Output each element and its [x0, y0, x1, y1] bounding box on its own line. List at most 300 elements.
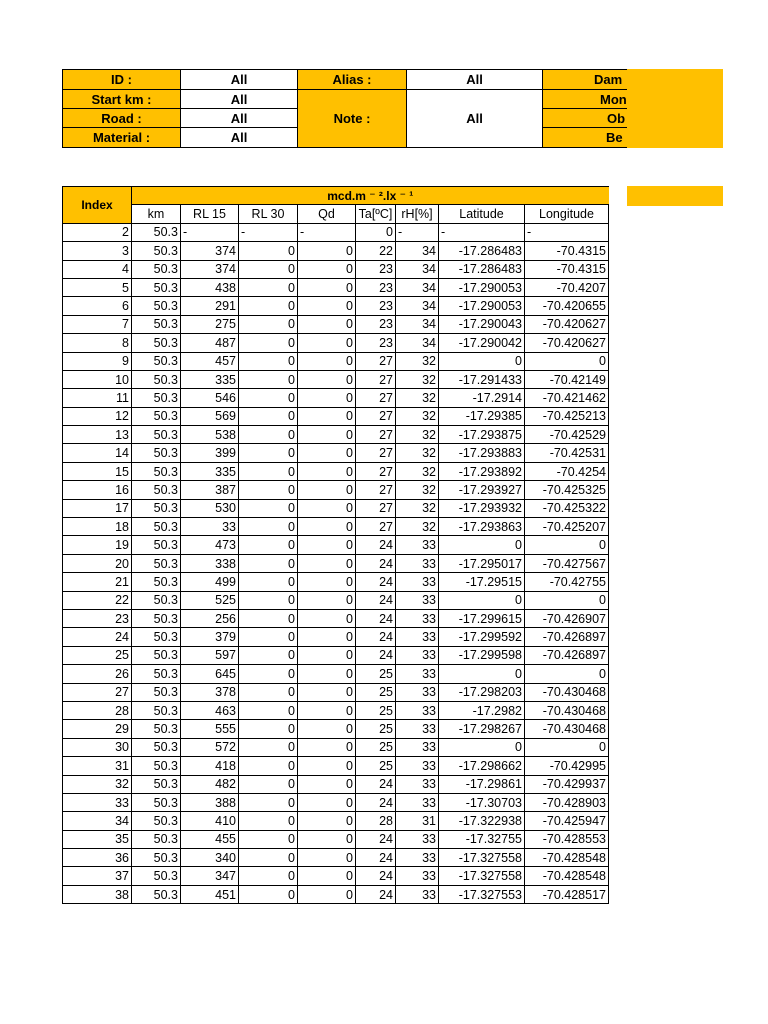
- table-row: [63, 499, 609, 517]
- table-cell: 50.3: [132, 481, 181, 499]
- table-cell: 0: [239, 370, 298, 388]
- table-cell: -70.430468: [525, 720, 609, 738]
- table-cell: 25: [356, 757, 396, 775]
- table-cell: 25: [356, 665, 396, 683]
- table-row: [63, 830, 609, 848]
- table-cell: -70.425213: [525, 407, 609, 425]
- table-cell: -70.429937: [525, 775, 609, 793]
- table-cell: -70.421462: [525, 389, 609, 407]
- table-row: [63, 812, 609, 830]
- table-cell: 28: [356, 812, 396, 830]
- table-cell: -17.29861: [439, 775, 525, 793]
- note-value[interactable]: All: [406, 89, 543, 148]
- table-cell: 0: [239, 775, 298, 793]
- table-cell: 32: [396, 407, 439, 425]
- table-cell: 275: [181, 315, 239, 333]
- table-cell: 0: [298, 242, 356, 260]
- table-row: [63, 609, 609, 627]
- table-cell: 25: [356, 738, 396, 756]
- table-row: [63, 775, 609, 793]
- table-cell: 0: [298, 849, 356, 867]
- table-cell: -70.425325: [525, 481, 609, 499]
- index-cell: 7: [63, 315, 132, 333]
- table-cell: 0: [298, 536, 356, 554]
- table-row: [63, 536, 609, 554]
- table-cell: 50.3: [132, 260, 181, 278]
- table-cell: -17.295017: [439, 554, 525, 572]
- be-label: [542, 127, 628, 148]
- table-cell: 24: [356, 793, 396, 811]
- unit-group-header: mcd.m ⁻ ².lx ⁻ ¹: [132, 187, 609, 205]
- table-cell: 0: [239, 701, 298, 719]
- table-cell: 0: [239, 297, 298, 315]
- table-cell: 24: [356, 775, 396, 793]
- table-cell: 0: [239, 278, 298, 296]
- table-cell: -17.30703: [439, 793, 525, 811]
- table-row: [63, 665, 609, 683]
- table-cell: 50.3: [132, 518, 181, 536]
- table-cell: 538: [181, 426, 239, 444]
- table-cell: 50.3: [132, 609, 181, 627]
- table-cell: 24: [356, 609, 396, 627]
- table-cell: 569: [181, 407, 239, 425]
- table-cell: 50.3: [132, 536, 181, 554]
- table-cell: 24: [356, 830, 396, 848]
- table-cell: 338: [181, 554, 239, 572]
- index-cell: 34: [63, 812, 132, 830]
- table-cell: 0: [298, 499, 356, 517]
- table-cell: 24: [356, 573, 396, 591]
- table-cell: 0: [298, 812, 356, 830]
- table-row: [63, 683, 609, 701]
- table-cell: 50.3: [132, 628, 181, 646]
- table-cell: -70.430468: [525, 701, 609, 719]
- table-cell: 388: [181, 793, 239, 811]
- table-cell: 50.3: [132, 757, 181, 775]
- table-cell: 25: [356, 683, 396, 701]
- dam-label: [542, 69, 628, 90]
- table-cell: 0: [239, 793, 298, 811]
- table-cell: 33: [396, 536, 439, 554]
- table-cell: -70.428553: [525, 830, 609, 848]
- column-header[interactable]: RL 15: [181, 205, 239, 223]
- index-cell: 10: [63, 370, 132, 388]
- dam-label-text: Dam: [594, 72, 623, 87]
- table-cell: 0: [298, 389, 356, 407]
- index-cell: 18: [63, 518, 132, 536]
- table-cell: 291: [181, 297, 239, 315]
- table-cell: 0: [298, 315, 356, 333]
- table-cell: 27: [356, 481, 396, 499]
- table-row: [63, 646, 609, 664]
- table-cell: -: [439, 223, 525, 241]
- index-cell: 3: [63, 242, 132, 260]
- table-cell: 499: [181, 573, 239, 591]
- table-cell: -17.299615: [439, 609, 525, 627]
- table-cell: 0: [298, 646, 356, 664]
- table-cell: 0: [239, 849, 298, 867]
- table-cell: -17.327553: [439, 885, 525, 903]
- table-cell: 0: [439, 591, 525, 609]
- table-cell: 0: [239, 444, 298, 462]
- table-cell: 340: [181, 849, 239, 867]
- alias-value[interactable]: All: [406, 69, 543, 90]
- index-cell: 29: [63, 720, 132, 738]
- table-cell: -17.290042: [439, 334, 525, 352]
- table-cell: 50.3: [132, 297, 181, 315]
- table-cell: -: [525, 223, 609, 241]
- table-row: [63, 720, 609, 738]
- table-cell: 24: [356, 849, 396, 867]
- table-cell: 50.3: [132, 370, 181, 388]
- table-cell: 457: [181, 352, 239, 370]
- table-cell: -: [298, 223, 356, 241]
- table-cell: 0: [239, 885, 298, 903]
- table-cell: 23: [356, 260, 396, 278]
- table-cell: 0: [298, 775, 356, 793]
- table-cell: 27: [356, 352, 396, 370]
- table-cell: 32: [396, 389, 439, 407]
- index-cell: 20: [63, 554, 132, 572]
- table-cell: 27: [356, 518, 396, 536]
- table-cell: 34: [396, 260, 439, 278]
- table-cell: 0: [298, 738, 356, 756]
- table-cell: 0: [239, 646, 298, 664]
- table-cell: 33: [396, 720, 439, 738]
- column-header[interactable]: km: [132, 205, 181, 223]
- table-cell: -17.2914: [439, 389, 525, 407]
- table-cell: -17.299598: [439, 646, 525, 664]
- table-cell: 335: [181, 462, 239, 480]
- table-cell: 27: [356, 462, 396, 480]
- table-cell: 24: [356, 628, 396, 646]
- table-cell: 0: [239, 683, 298, 701]
- table-cell: 410: [181, 812, 239, 830]
- table-cell: -70.425322: [525, 499, 609, 517]
- road-value[interactable]: All: [180, 108, 298, 128]
- table-cell: 335: [181, 370, 239, 388]
- table-cell: -17.290043: [439, 315, 525, 333]
- table-cell: 451: [181, 885, 239, 903]
- index-cell: 23: [63, 609, 132, 627]
- table-cell: 0: [239, 591, 298, 609]
- table-cell: 0: [439, 352, 525, 370]
- table-cell: -: [239, 223, 298, 241]
- table-cell: 50.3: [132, 830, 181, 848]
- table-cell: 23: [356, 278, 396, 296]
- table-cell: 33: [396, 628, 439, 646]
- table-cell: 50.3: [132, 407, 181, 425]
- table-cell: 27: [356, 389, 396, 407]
- table-cell: 24: [356, 536, 396, 554]
- table-cell: 34: [396, 278, 439, 296]
- table-cell: 0: [298, 481, 356, 499]
- index-header: Index: [63, 187, 132, 224]
- table-cell: 0: [298, 573, 356, 591]
- ob-label-text: Ob: [607, 110, 626, 126]
- table-cell: 473: [181, 536, 239, 554]
- table-cell: -17.291433: [439, 370, 525, 388]
- table-cell: 0: [298, 830, 356, 848]
- table-cell: 33: [396, 757, 439, 775]
- index-cell: 31: [63, 757, 132, 775]
- table-cell: -70.42531: [525, 444, 609, 462]
- index-cell: 22: [63, 591, 132, 609]
- ob-label: [542, 108, 628, 128]
- table-cell: 0: [239, 738, 298, 756]
- table-cell: 0: [298, 665, 356, 683]
- table-cell: 0: [525, 352, 609, 370]
- table-cell: 23: [356, 334, 396, 352]
- column-header[interactable]: Latitude: [439, 205, 525, 223]
- table-cell: 0: [525, 665, 609, 683]
- table-cell: -17.293927: [439, 481, 525, 499]
- table-cell: -17.32755: [439, 830, 525, 848]
- table-cell: -70.426897: [525, 628, 609, 646]
- table-cell: 24: [356, 885, 396, 903]
- table-cell: 33: [396, 849, 439, 867]
- index-cell: 36: [63, 849, 132, 867]
- table-cell: 379: [181, 628, 239, 646]
- id-value[interactable]: All: [180, 69, 298, 90]
- table-cell: -17.293932: [439, 499, 525, 517]
- group-header-extension: [627, 186, 723, 206]
- table-cell: 0: [298, 518, 356, 536]
- table-cell: 0: [525, 591, 609, 609]
- table-row: [63, 315, 609, 333]
- table-cell: 50.3: [132, 683, 181, 701]
- start-km-value[interactable]: All: [180, 89, 298, 109]
- id-label: ID :: [62, 69, 181, 90]
- table-cell: 33: [396, 591, 439, 609]
- table-cell: 0: [239, 352, 298, 370]
- table-cell: 463: [181, 701, 239, 719]
- table-cell: 0: [298, 757, 356, 775]
- table-cell: 0: [298, 334, 356, 352]
- table-cell: 50.3: [132, 812, 181, 830]
- column-header[interactable]: Qd: [298, 205, 356, 223]
- index-cell: 15: [63, 462, 132, 480]
- table-cell: 33: [396, 830, 439, 848]
- table-cell: -17.29515: [439, 573, 525, 591]
- data-table: [62, 186, 609, 904]
- table-cell: 50.3: [132, 646, 181, 664]
- table-cell: 645: [181, 665, 239, 683]
- table-cell: 374: [181, 260, 239, 278]
- index-cell: 8: [63, 334, 132, 352]
- table-cell: -17.290053: [439, 278, 525, 296]
- table-row: [63, 389, 609, 407]
- table-cell: 0: [298, 278, 356, 296]
- table-cell: 22: [356, 242, 396, 260]
- table-cell: 455: [181, 830, 239, 848]
- table-cell: 0: [239, 481, 298, 499]
- table-cell: 33: [396, 609, 439, 627]
- table-cell: -70.42995: [525, 757, 609, 775]
- table-cell: 34: [396, 297, 439, 315]
- table-cell: 0: [298, 609, 356, 627]
- table-cell: 597: [181, 646, 239, 664]
- table-cell: 50.3: [132, 849, 181, 867]
- table-cell: 32: [396, 352, 439, 370]
- table-cell: 0: [239, 554, 298, 572]
- table-cell: 0: [298, 867, 356, 885]
- table-row: [63, 278, 609, 296]
- table-cell: -70.430468: [525, 683, 609, 701]
- table-cell: 525: [181, 591, 239, 609]
- table-cell: 0: [239, 260, 298, 278]
- table-row: [63, 573, 609, 591]
- table-cell: 572: [181, 738, 239, 756]
- table-cell: -70.420627: [525, 334, 609, 352]
- table-cell: 33: [396, 554, 439, 572]
- table-cell: -17.327558: [439, 849, 525, 867]
- column-header[interactable]: Ta[ºC]: [356, 205, 396, 223]
- table-cell: 530: [181, 499, 239, 517]
- table-cell: 0: [439, 665, 525, 683]
- table-cell: 50.3: [132, 665, 181, 683]
- table-cell: 50.3: [132, 352, 181, 370]
- table-cell: 555: [181, 720, 239, 738]
- table-cell: -17.322938: [439, 812, 525, 830]
- index-cell: 16: [63, 481, 132, 499]
- table-cell: 0: [298, 462, 356, 480]
- table-cell: 50.3: [132, 720, 181, 738]
- table-cell: 0: [239, 573, 298, 591]
- table-cell: -17.299592: [439, 628, 525, 646]
- table-cell: 27: [356, 426, 396, 444]
- table-cell: 387: [181, 481, 239, 499]
- table-cell: 0: [525, 536, 609, 554]
- table-cell: 50.3: [132, 278, 181, 296]
- table-cell: -70.4254: [525, 462, 609, 480]
- table-row: [63, 867, 609, 885]
- table-cell: 50.3: [132, 426, 181, 444]
- table-cell: 50.3: [132, 573, 181, 591]
- table-cell: -17.2982: [439, 701, 525, 719]
- table-cell: -17.29385: [439, 407, 525, 425]
- table-cell: 25: [356, 701, 396, 719]
- table-cell: 0: [439, 536, 525, 554]
- header-yellow-extension: [627, 69, 723, 148]
- column-header[interactable]: rH[%]: [396, 205, 439, 223]
- table-row: [63, 223, 609, 241]
- table-cell: 50.3: [132, 315, 181, 333]
- table-cell: -70.428903: [525, 793, 609, 811]
- column-header[interactable]: Longitude: [525, 205, 609, 223]
- column-header[interactable]: RL 30: [239, 205, 298, 223]
- note-label: Note :: [297, 89, 407, 148]
- table-row: [63, 591, 609, 609]
- material-label: Material :: [62, 127, 181, 148]
- table-cell: 33: [396, 701, 439, 719]
- table-cell: 33: [396, 573, 439, 591]
- table-cell: -70.4315: [525, 260, 609, 278]
- index-cell: 4: [63, 260, 132, 278]
- table-cell: -70.420655: [525, 297, 609, 315]
- table-cell: 0: [298, 628, 356, 646]
- table-cell: 0: [239, 536, 298, 554]
- table-cell: 0: [298, 885, 356, 903]
- table-cell: 50.3: [132, 444, 181, 462]
- table-cell: 33: [396, 885, 439, 903]
- index-cell: 26: [63, 665, 132, 683]
- table-cell: 0: [298, 683, 356, 701]
- table-row: [63, 701, 609, 719]
- table-cell: 24: [356, 554, 396, 572]
- index-cell: 27: [63, 683, 132, 701]
- table-cell: 0: [298, 701, 356, 719]
- table-cell: 34: [396, 315, 439, 333]
- index-cell: 25: [63, 646, 132, 664]
- table-cell: 0: [239, 812, 298, 830]
- table-cell: 0: [239, 315, 298, 333]
- column-header-row: [63, 205, 609, 223]
- table-cell: 0: [439, 738, 525, 756]
- table-row: [63, 518, 609, 536]
- table-row: [63, 738, 609, 756]
- table-cell: -17.290053: [439, 297, 525, 315]
- table-row: [63, 481, 609, 499]
- table-cell: 32: [396, 499, 439, 517]
- table-cell: 50.3: [132, 554, 181, 572]
- table-cell: 0: [298, 444, 356, 462]
- mon-label: [542, 89, 628, 109]
- index-cell: 14: [63, 444, 132, 462]
- table-cell: -17.327558: [439, 867, 525, 885]
- index-cell: 33: [63, 793, 132, 811]
- table-cell: 34: [396, 242, 439, 260]
- table-cell: 0: [239, 720, 298, 738]
- table-cell: -17.293883: [439, 444, 525, 462]
- material-value[interactable]: All: [180, 127, 298, 148]
- road-label: Road :: [62, 108, 181, 128]
- table-cell: 378: [181, 683, 239, 701]
- table-cell: -70.42755: [525, 573, 609, 591]
- table-cell: 0: [298, 720, 356, 738]
- table-cell: 0: [239, 628, 298, 646]
- table-cell: -70.420627: [525, 315, 609, 333]
- table-row: [63, 444, 609, 462]
- table-cell: 27: [356, 370, 396, 388]
- table-cell: -17.286483: [439, 242, 525, 260]
- table-cell: 32: [396, 426, 439, 444]
- table-row: [63, 628, 609, 646]
- table-cell: -70.428548: [525, 867, 609, 885]
- table-cell: -17.293892: [439, 462, 525, 480]
- table-cell: 33: [396, 665, 439, 683]
- index-cell: 11: [63, 389, 132, 407]
- index-cell: 6: [63, 297, 132, 315]
- table-cell: 24: [356, 867, 396, 885]
- table-cell: -70.428548: [525, 849, 609, 867]
- index-cell: 24: [63, 628, 132, 646]
- table-cell: 50.3: [132, 334, 181, 352]
- table-row: [63, 334, 609, 352]
- table-cell: -17.293875: [439, 426, 525, 444]
- table-cell: 50.3: [132, 389, 181, 407]
- table-cell: 25: [356, 720, 396, 738]
- table-row: [63, 885, 609, 903]
- table-cell: 0: [239, 242, 298, 260]
- index-cell: 38: [63, 885, 132, 903]
- table-row: [63, 757, 609, 775]
- index-cell: 13: [63, 426, 132, 444]
- table-cell: 33: [396, 646, 439, 664]
- table-cell: 0: [239, 334, 298, 352]
- table-cell: 33: [396, 738, 439, 756]
- table-cell: 0: [525, 738, 609, 756]
